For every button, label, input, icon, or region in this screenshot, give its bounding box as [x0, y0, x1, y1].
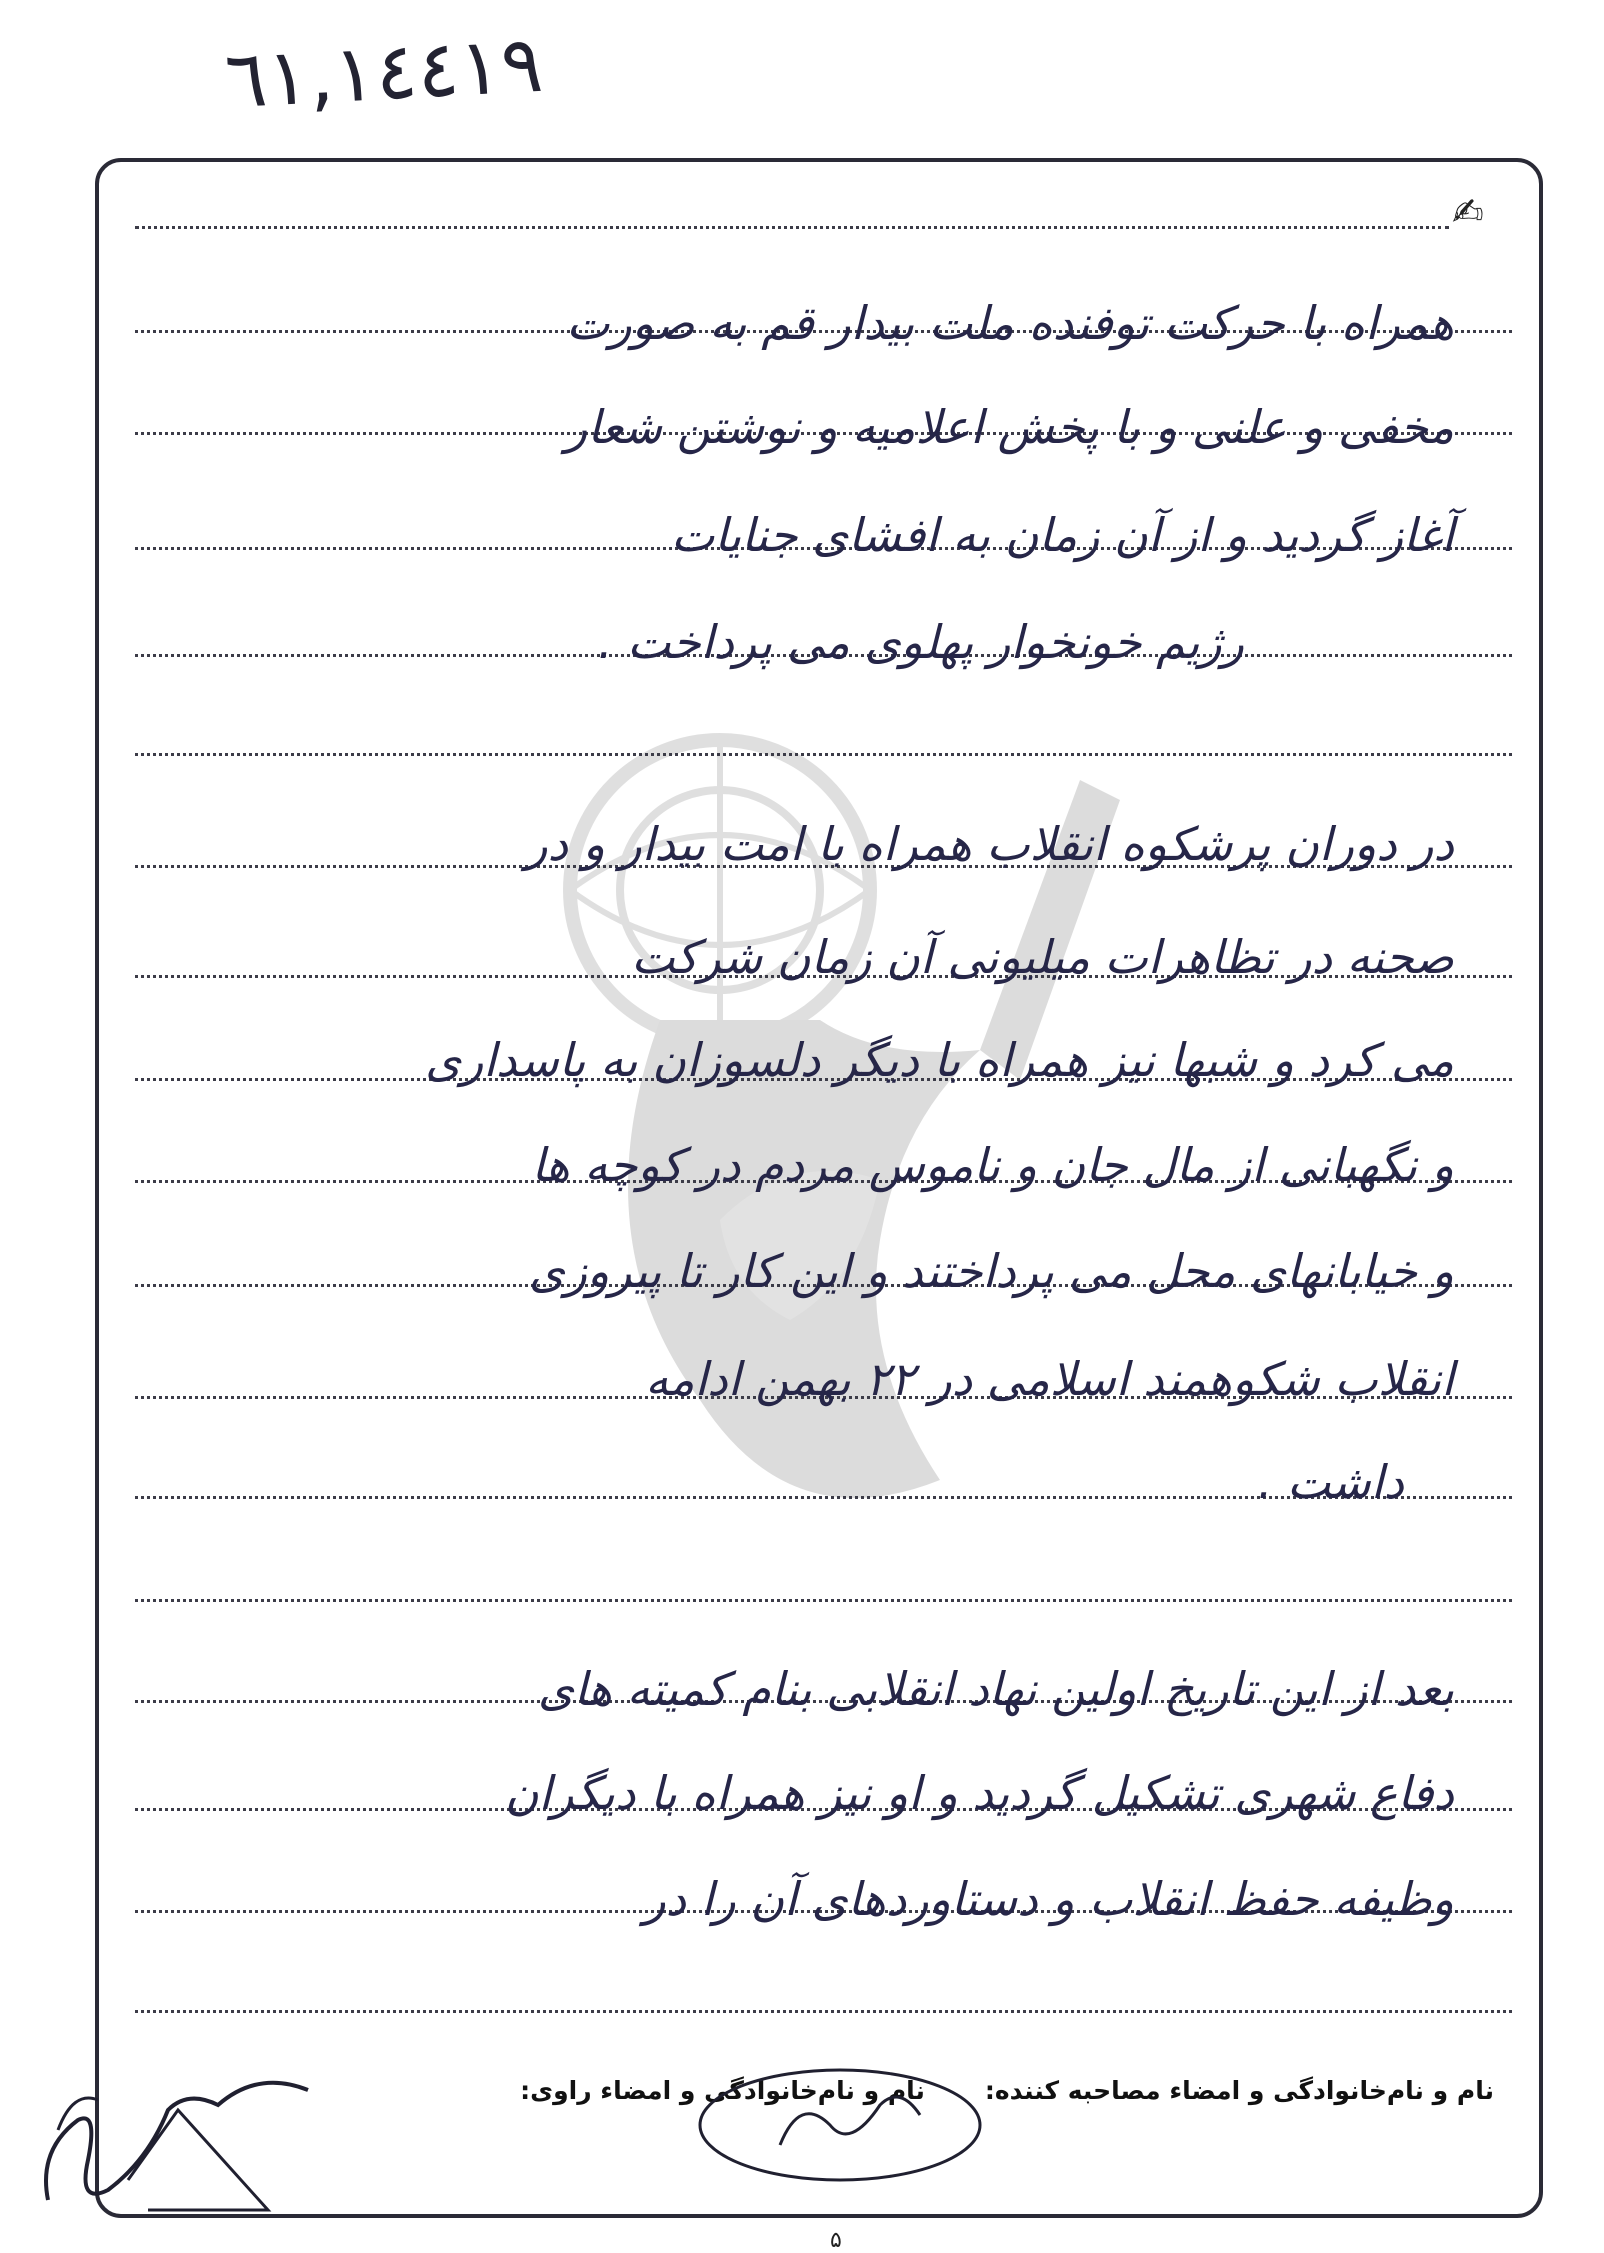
ruled-line	[135, 226, 1449, 229]
page-number: ٦١,١٤٤١٩	[222, 19, 546, 127]
handwritten-line: صحنه در تظاهرات میلیونی آن زمان شرکت	[631, 930, 1454, 984]
handwritten-line: داشت .	[1257, 1455, 1404, 1509]
ruled-line	[135, 1599, 1512, 1602]
handwritten-line: همراه با حرکت توفنده ملت بیدار قم به صورت	[566, 296, 1454, 350]
handwritten-line: مخفی و علنی و با پخش اعلامیه و نوشتن شعار	[565, 400, 1454, 454]
handwritten-line: می کرد و شبها نیز همراه با دیگر دلسوزان به پاسداری	[425, 1033, 1454, 1087]
ruled-line	[135, 753, 1512, 756]
pen-icon: ✍	[1452, 190, 1484, 234]
handwritten-line: دفاع شهری تشکیل گردید و او نیز همراه با دیگران	[504, 1766, 1454, 1820]
handwritten-line: آغاز گردید و از آن زمان به افشای جنایات	[671, 508, 1454, 562]
ruled-line	[135, 2010, 1512, 2013]
handwritten-line: در دوران پرشکوه انقلاب همراه با امت بیدار و در	[525, 817, 1454, 871]
interviewer-signature	[690, 2055, 990, 2195]
narrator-signature-label: نام و نام‌خانوادگی و امضاء راوی:	[520, 2075, 925, 2105]
handwritten-line: و خیابانهای محل می پرداختند و این کار تا پیروزی	[528, 1244, 1454, 1298]
sheet-number: ۵	[830, 2228, 842, 2253]
handwritten-line: رژیم خونخوار پهلوی می پرداخت .	[597, 615, 1244, 669]
handwritten-line: انقلاب شکوهمند اسلامی در ۲۲ بهمن ادامه	[645, 1352, 1454, 1406]
interviewer-signature-label: نام و نام‌خانوادگی و امضاء مصاحبه کننده:	[984, 2075, 1494, 2105]
handwritten-line: و نگهبانی از مال جان و ناموس مردم در کوچه ها	[531, 1138, 1454, 1192]
narrator-signature	[18, 2030, 348, 2230]
handwritten-line: بعد از این تاریخ اولین نهاد انقلابی بنام کمیته های	[537, 1662, 1454, 1716]
handwritten-line: وظیفه حفظ انقلاب و دستاوردهای آن را در	[643, 1872, 1454, 1926]
